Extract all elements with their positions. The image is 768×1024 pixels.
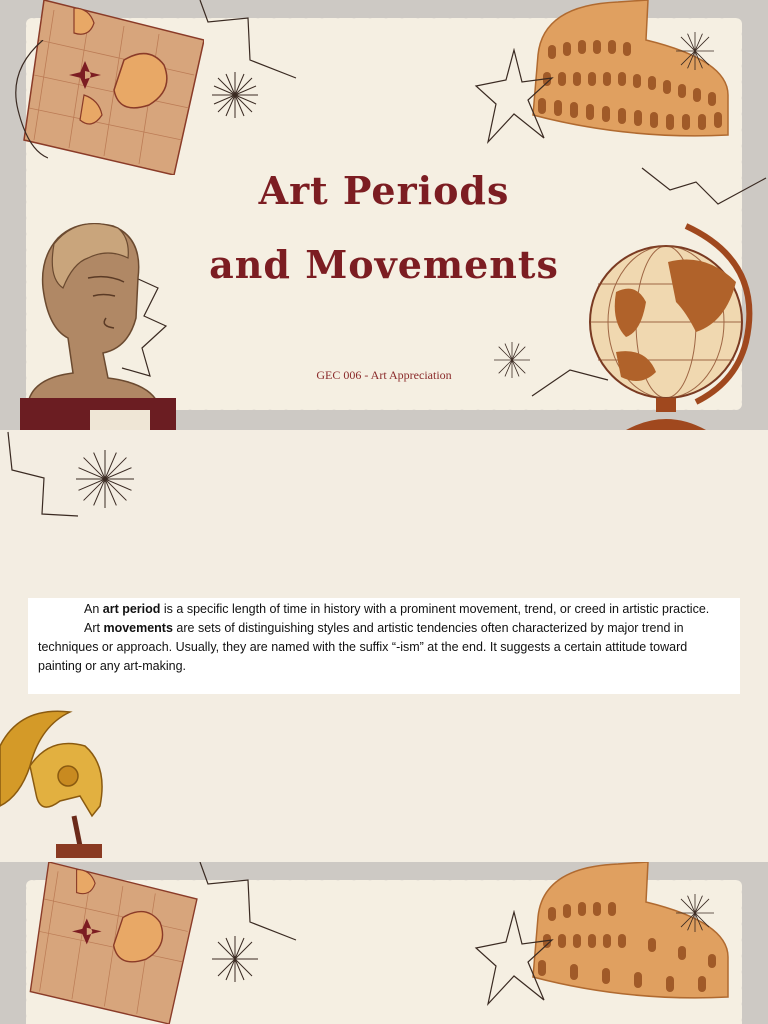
helmet-icon (0, 706, 112, 862)
paragraph-art-movements (38, 619, 732, 676)
star-outline-icon (474, 910, 554, 1006)
text: Art (84, 621, 104, 635)
zigzag-line (0, 430, 80, 520)
starburst-icon (494, 342, 530, 378)
definition-slide (0, 430, 768, 862)
starburst-icon (676, 894, 714, 932)
paragraph-art-period (38, 600, 732, 619)
title-line-2: and Movements (209, 242, 559, 287)
title-line-1: Art Periods (258, 168, 510, 213)
text: is a specific length of time in history with a prominent movement, trend, or creed in artistic practice. (160, 602, 710, 616)
map-icon (14, 862, 204, 1024)
globe-icon (586, 222, 766, 430)
title-slide (0, 0, 768, 430)
zigzag-line (198, 862, 298, 942)
text: are sets of distinguishing styles and artistic tendencies often characterized by major trend in techniques or approach. Usually, they are named with the suffix “-ism” at the end. It suggests a certain attitude toward painting or any art-making. (38, 621, 688, 673)
starburst-icon (76, 450, 134, 508)
term-art-period: art period (102, 602, 161, 616)
colosseum-icon (528, 0, 733, 140)
definition-text-box (28, 598, 740, 694)
star-outline-icon (474, 48, 554, 144)
swirl-line (8, 40, 48, 160)
subtitle: GEC 006 - Art Appreciation (316, 368, 452, 382)
starburst-icon (676, 32, 714, 70)
third-slide-partial (0, 862, 768, 1024)
colosseum-icon (528, 862, 733, 1002)
zigzag-line (198, 0, 298, 80)
text: An (84, 602, 103, 616)
term-movements: movements (103, 621, 173, 635)
starburst-icon (212, 936, 258, 982)
